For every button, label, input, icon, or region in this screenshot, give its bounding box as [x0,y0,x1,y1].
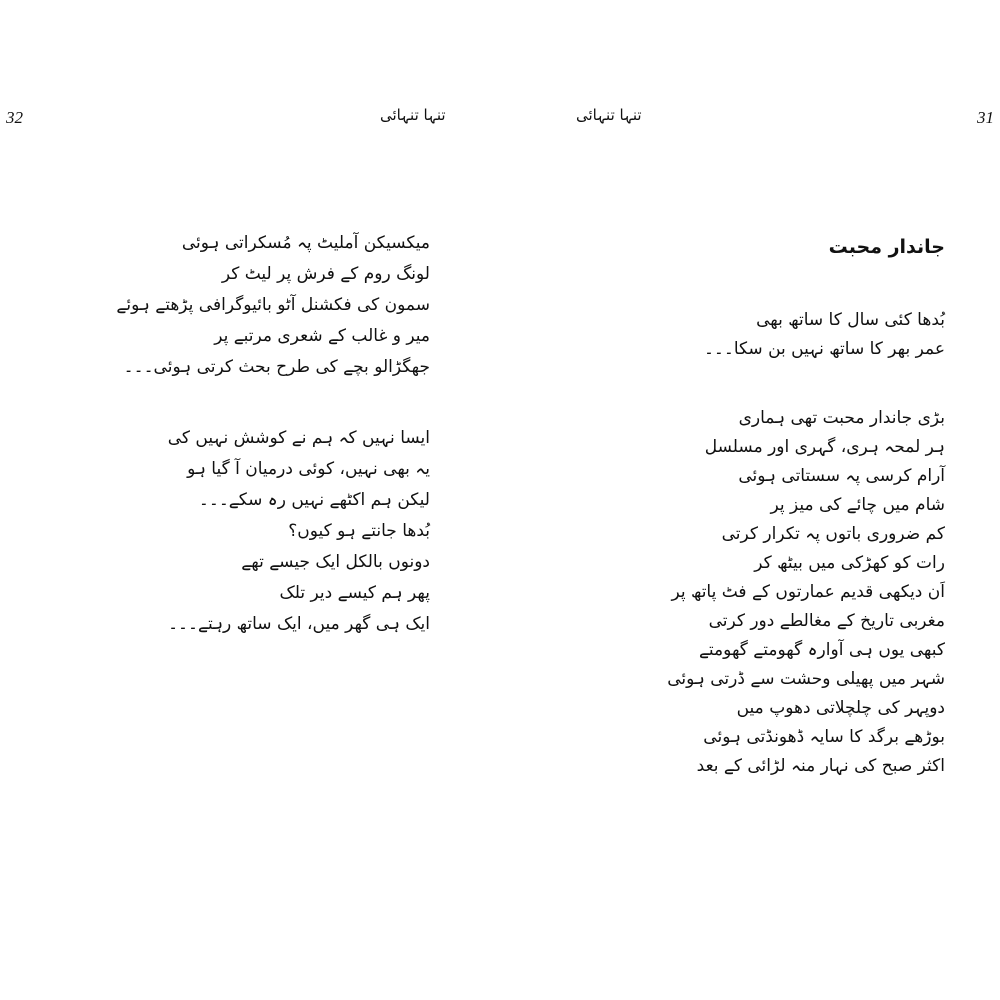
verse-line: پھر ہم کیسے دیر تلک [279,583,430,603]
verse-line: شہر میں پھیلی وحشت سے ڈرتی ہوئی [667,669,945,689]
verse-line: شام میں چائے کی میز پر [770,495,945,515]
left-page [116,228,430,640]
verse-line: بُدھا کئی سال کا ساتھ بھی [756,310,945,330]
left-page-number: 32 [6,108,23,127]
running-title-left: تنہا تنہائی [380,106,446,124]
stanza-2 [130,423,430,640]
verse-line: عمر بھر کا ساتھ نہیں بن سکا۔۔۔ [703,339,945,359]
poem-title: جاندار محبت [828,236,945,258]
stanza-2 [600,404,945,781]
verse-line: بوڑھے برگد کا سایہ ڈھونڈتی ہوئی [703,727,945,747]
right-page-number: 31 [977,108,994,127]
verse-line: آرام کرسی پہ سستاتی ہوئی [738,466,945,486]
verse-line: لونگ روم کے فرش پر لیٹ کر [221,264,430,284]
verse-line: ہر لمحہ ہری، گہری اور مسلسل [704,437,945,457]
verse-line: اَن دیکھی قدیم عمارتوں کے فٹ پاتھ پر [671,582,945,602]
running-title-right: تنہا تنہائی [576,106,642,124]
verse-line: بُدھا جانتے ہو کیوں؟ [288,521,430,541]
verse-line: بڑی جاندار محبت تھی ہماری [738,408,945,428]
verse-line: کم ضروری باتوں پہ تکرار کرتی [721,524,945,544]
verse-line: رات کو کھڑکی میں بیٹھ کر [754,553,945,573]
verse-line: کبھی یوں ہی آوارہ گھومتے گھومتے [698,640,945,660]
verse-line: مغربی تاریخ کے مغالطے دور کرتی [708,611,945,631]
verse-line: جھگڑالو بچے کی طرح بحث کرتی ہوئی۔۔۔ [123,357,430,377]
stanza-1 [600,306,945,364]
verse-line: لیکن ہم اکٹھے نہیں رہ سکے۔۔۔ [198,490,430,510]
stanza-1 [116,228,430,383]
verse-line: سمون کی فکشنل آٹو بائیوگرافی پڑھتے ہوئے [116,295,430,315]
verse-line: میکسیکن آملیٹ پہ مُسکراتی ہوئی [181,233,430,253]
right-page [600,236,945,781]
verse-line: میر و غالب کے شعری مرتبے پر [214,326,430,346]
verse-line: دوپہر کی چلچلاتی دھوپ میں [736,698,945,718]
verse-line: ایک ہی گھر میں، ایک ساتھ رہتے۔۔۔ [168,614,430,634]
verse-line: دونوں بالکل ایک جیسے تھے [241,552,430,572]
verse-line: یہ بھی نہیں، کوئی درمیان آ گیا ہو [187,459,430,479]
verse-line: اکثر صبح کی نہار منہ لڑائی کے بعد [696,756,945,776]
verse-line: ایسا نہیں کہ ہم نے کوشش نہیں کی [167,428,430,448]
